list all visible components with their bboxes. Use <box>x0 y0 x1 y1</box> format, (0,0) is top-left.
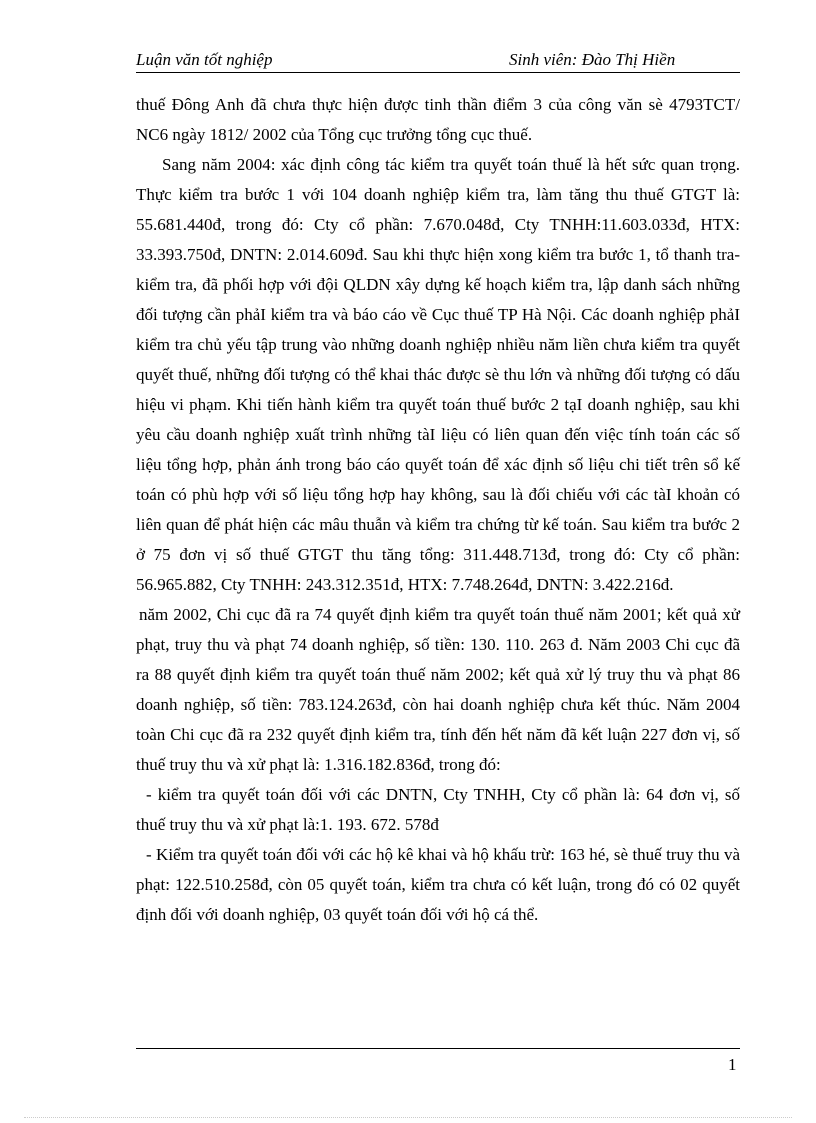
paragraph-2002-2004-results: năm 2002, Chi cục đã ra 74 quyết định kiểm tra quyết toán thuế năm 2001; kết quả xử phạt, truy thu và phạt 74 doanh nghiệp, số tiền: 130. 110. 263 đ. Năm 2003 Chi cục đã ra 88 quyết định kiểm tra quyết toán thuế năm 2002; kết quả xử lý truy thu và phạt 86 doanh nghiệp, số tiền: 783.124.263đ, còn hai doanh nghiệp chưa kết thúc. Năm 2004 toàn Chi cục đã ra 232 quyết định kiểm tra, tính đến hết năm đã kết luận 227 đơn vị, số thuế truy thu và xử phạt là: 1.316.182.836đ, trong đó: <box>136 605 740 774</box>
paragraph-continuation: thuế Đông Anh đã chưa thực hiện được tinh thần điểm 3 của công văn sè 4793TCT/ NC6 ngày 1812/ 2002 của Tổng cục trưởng tổng cục thuế. <box>136 95 740 144</box>
page-number: 1 <box>728 1055 737 1074</box>
document-body <box>136 90 740 930</box>
header-right-text: Sinh viên: Đào Thị Hiền <box>509 50 676 69</box>
paragraph-2004-inspection: Sang năm 2004: xác định công tác kiểm tra quyết toán thuế là hết sức quan trọng. Thực kiểm tra bước 1 với 104 doanh nghiệp kiểm tra, làm tăng thu thuế GTGT là: 55.681.440đ, trong đó: Cty cổ phần: 7.670.048đ, Cty TNHH:11.603.033đ, HTX: 33.393.750đ, DNTN: 2.014.609đ. Sau khi thực hiện xong kiểm tra bước 1, tổ thanh tra- kiểm tra, đã phối hợp với đội QLDN xây dựng kế hoạch kiểm tra, lập danh sách những đối tượng cần phảI kiểm tra và báo cáo về Cục thuế TP Hà Nội. Các doanh nghiệp phảI kiểm tra chủ yếu tập trung vào những doanh nghiệp nhiều năm liền chưa kiểm tra quyết quyết thuế, những đối tượng có thể khai thác được sè thu lớn và những đối tượng có dấu hiệu vi phạm. Khi tiến hành kiểm tra quyết toán thuế bước 2 tạI doanh nghiệp, sau khi yêu cầu doanh nghiệp xuất trình những tàI liệu có liên quan đến việc tính toán các số liệu tổng hợp, phản ánh trong báo cáo quyết toán để xác định số liệu chi tiết trên sổ kế toán có phù hợp với số liệu tổng hợp hay không, sau là đối chiếu với các tàI khoản có liên quan để phát hiện các mâu thuẫn và kiểm tra chứng từ kế toán. Sau kiểm tra bước 2 ở 75 đơn vị số thuế GTGT thu tăng tổng: 311.448.713đ, trong đó: Cty cổ phần: 56.965.882, Cty TNHH: 243.312.351đ, HTX: 7.748.264đ, DNTN: 3.422.216đ. <box>136 155 740 594</box>
header-left-text: Luận văn tốt nghiệp <box>136 50 273 69</box>
page-header <box>136 48 740 73</box>
paragraph-bullet-households: - Kiểm tra quyết toán đối với các hộ kê khai và hộ khấu trừ: 163 hé, sè thuế truy thu và phạt: 122.510.258đ, còn 05 quyết toán, kiểm tra chưa có kết luận, trong đó có 02 quyết định đối với doanh nghiệp, 03 quyết toán đối với hộ cá thể. <box>136 845 740 924</box>
page-bottom-border <box>24 1117 792 1118</box>
footer-divider <box>136 1048 740 1049</box>
paragraph-bullet-enterprises: - kiểm tra quyết toán đối với các DNTN, Cty TNHH, Cty cổ phần là: 64 đơn vị, số thuế truy thu và xử phạt là:1. 193. 672. 578đ <box>136 785 740 834</box>
